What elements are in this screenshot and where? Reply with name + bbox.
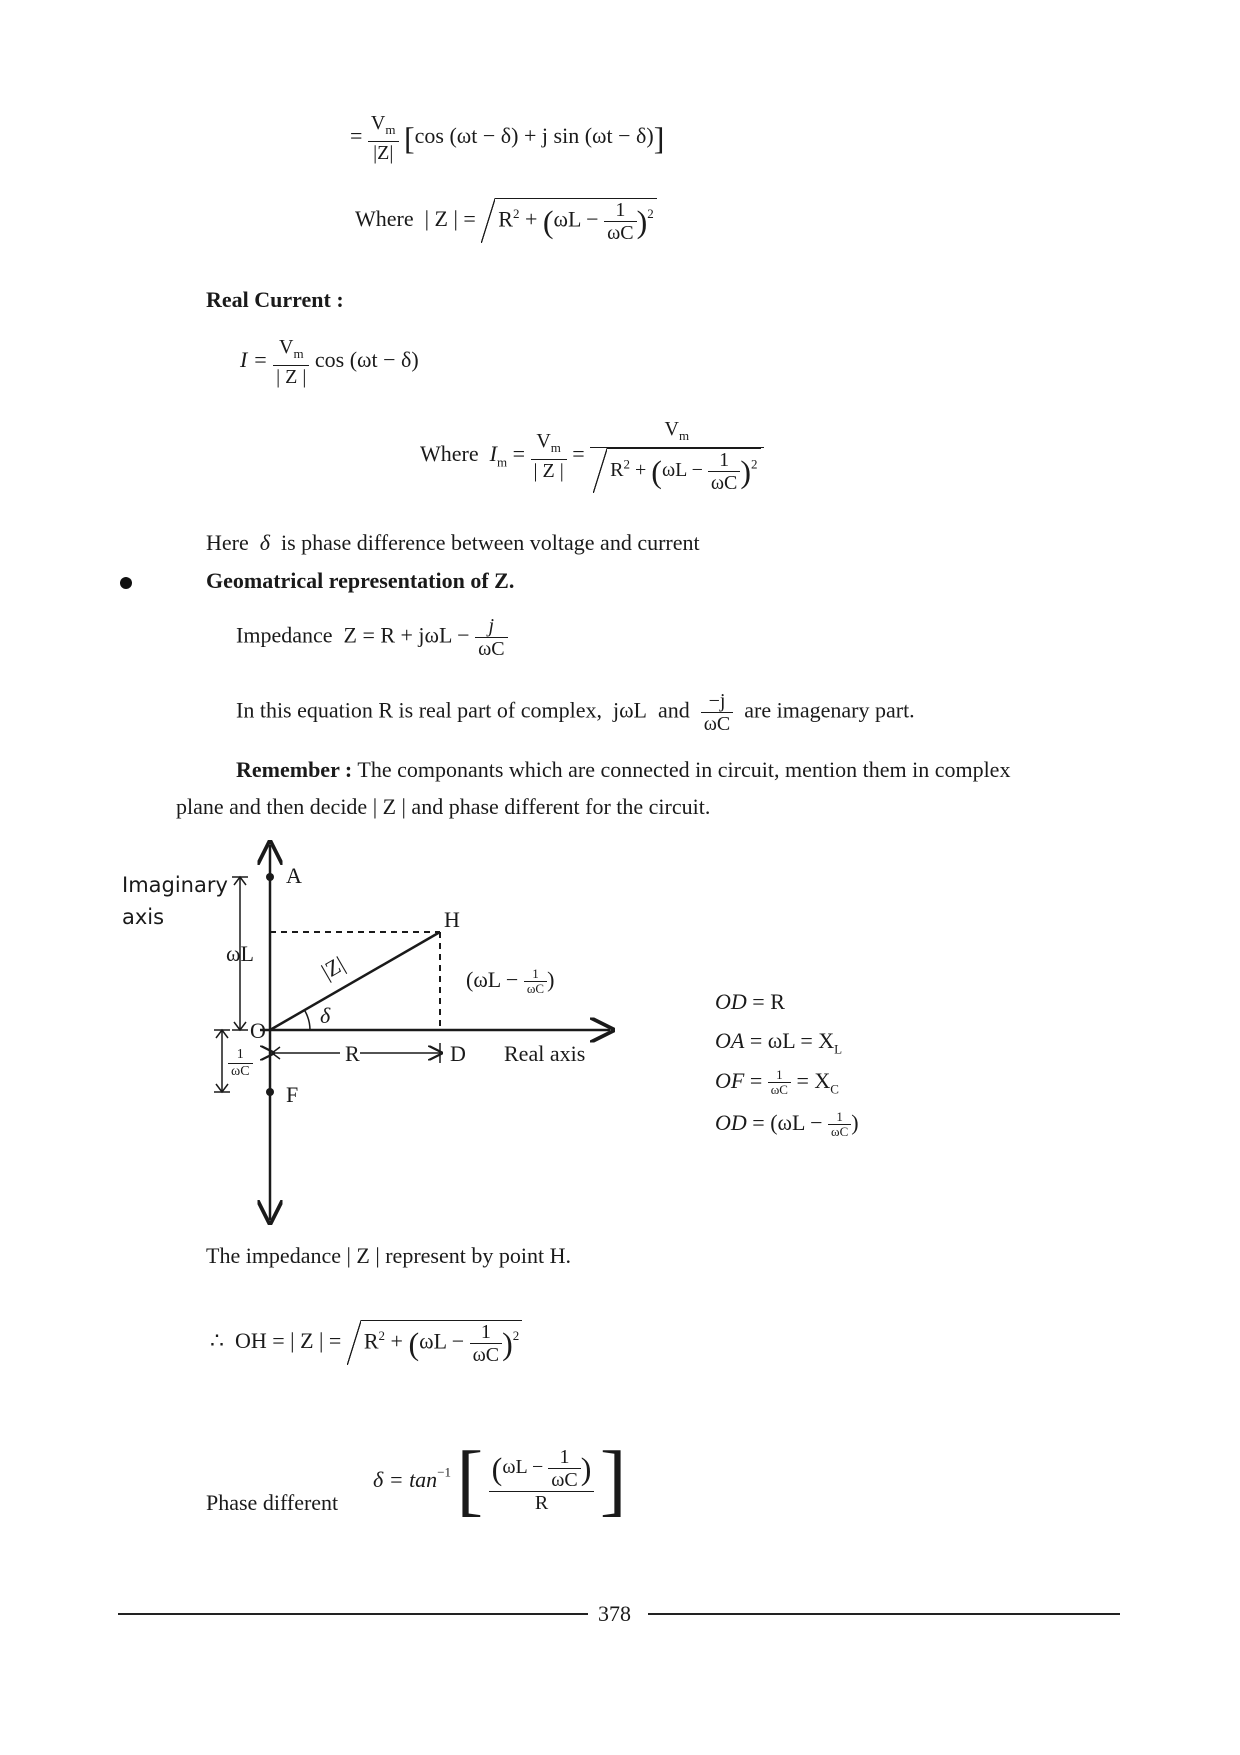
label-o: O — [250, 1018, 266, 1043]
geometric-heading: Geomatrical representation of Z. — [206, 568, 515, 593]
bullet-icon — [120, 577, 132, 589]
label-delta: δ — [320, 1003, 331, 1028]
relation-oa: OA = $\omega L = X_L$ — [715, 1028, 843, 1057]
label-one-over-wc: $\frac{1}{\omega C}$ — [228, 1047, 253, 1080]
equation-impedance-magnitude: Where | Z | = $R^2 + (\omega L$ − $\frac{1}{\omega C}$ )$^2$ — [355, 198, 657, 244]
phase-difference-line: Here δ is phase difference between voltage and current — [206, 530, 700, 555]
oh-equation: ∴ OH = | Z | = $R^2 + (\omega L$ − $\frac{1}{\omega C}$ )$^2$ — [210, 1320, 522, 1366]
impedance-equation: Impedance Z = R + jωL − $\frac{j}{\omega C}$ — [236, 615, 508, 660]
label-h: H — [444, 907, 460, 932]
relation-od-2: OD = (ωL − $\frac{1}{\omega C}$ ) — [715, 1109, 859, 1140]
relation-of: OF = $\frac{1}{\omega C}$ = $X_C$ — [715, 1067, 839, 1098]
relation-od: OD = R — [715, 989, 785, 1014]
label-wl: ωL — [226, 941, 254, 966]
remember-line-1: Remember : The componants which are connected in circuit, mention them in complex — [236, 757, 1011, 782]
label-r: R — [345, 1041, 360, 1066]
label-z: |Z| — [316, 951, 349, 984]
phase-equation: $\delta = \tan^{-1}$ [ (ωL − $\frac{1}{\omega C}$ ) R ] — [373, 1436, 627, 1524]
equation-1: = $\frac{V_m}{|Z|}$ [cos (ωt − δ) + j sin (ωt − δ)] — [350, 112, 665, 164]
remember-line-2: plane and then decide | Z | and phase different for the circuit. — [176, 794, 711, 819]
real-current-heading: Real Current : — [206, 287, 344, 312]
phase-label: Phase different — [206, 1490, 339, 1515]
imaginary-axis-label-2: axis — [122, 905, 165, 929]
label-f: F — [286, 1082, 299, 1107]
real-axis-label: Real axis — [504, 1041, 586, 1066]
footer-rule-left — [118, 1613, 588, 1615]
footer-rule-right — [648, 1613, 1120, 1615]
imaginary-axis-label-1: Imaginary — [122, 873, 228, 897]
impedance-point-text: The impedance | Z | represent by point H. — [206, 1243, 571, 1268]
label-a: A — [286, 863, 302, 888]
page-number: 378 — [598, 1601, 631, 1626]
label-d: D — [450, 1041, 466, 1066]
diagram-labels — [110, 835, 630, 1225]
equation-explanation: In this equation R is real part of complex, jωL and $\frac{-j}{\omega C}$ are imagenary part. — [236, 690, 915, 735]
equation-peak-current: Where $I_m$ = $\frac{V_m}{| Z |}$ = $V_m$ $R^2 + (\omega L$ − $\frac{1}{\omega C}$ )$^2$ — [420, 418, 764, 494]
equation-real-current: I = $\frac{V_m}{| Z |}$ cos (ωt − δ) — [240, 336, 419, 388]
label-difference: (ωL − $\frac{1}{\omega C}$ ) — [466, 966, 555, 997]
